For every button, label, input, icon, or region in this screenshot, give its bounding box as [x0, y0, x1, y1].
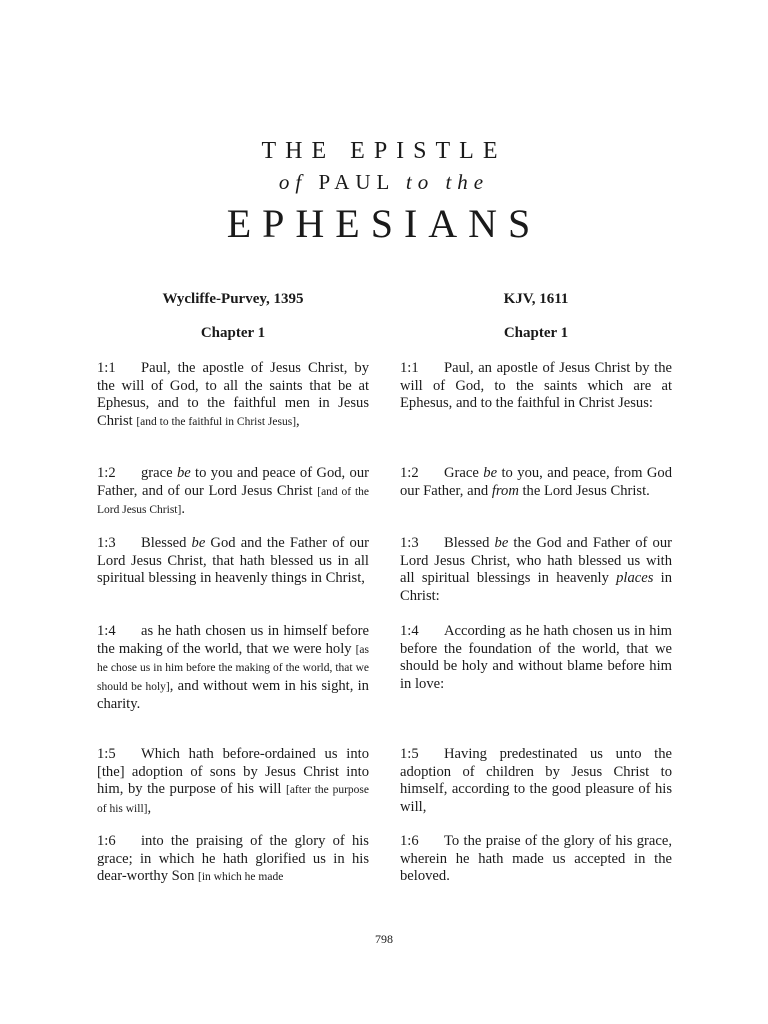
verse-1-4: 1:4 According as he hath chosen us in him before the foundation of the world, that we should be holy and without blame before him in love:: [400, 623, 672, 692]
title-ephesians: EPHESIANS: [226, 201, 542, 246]
verse-number: 1:4: [97, 623, 116, 639]
kjv-column: [400, 288, 673, 885]
verse-number: 1:3: [400, 535, 419, 551]
verse-note: [and of the Lord Jesus Christ]: [97, 485, 369, 517]
verse-1-2: 1:2 Grace be to you, and peace, from God our Father, and from the Lord Jesus Christ.: [400, 465, 672, 499]
verse-number: 1:6: [400, 833, 419, 849]
verse-1-5: 1:5 Having predestinated us unto the adoption of children by Jesus Christ to himself, according to the good pleasure of his will,: [400, 746, 672, 815]
title-paul: PAUL: [318, 170, 395, 194]
title-line-1: THE EPISTLE: [261, 138, 507, 164]
wycliffe-column: [97, 288, 369, 885]
verse-number: 1:2: [400, 465, 419, 481]
verse-note: [after the purpose of his will]: [97, 784, 369, 815]
verse-1-4: 1:4 as he hath chosen us in himself before the making of the world, that we were holy [as he chose us in him before the making of the world, that we should be holy], and without wem in his sight, in charity.: [97, 623, 369, 713]
verse-1-1: 1:1 Paul, an apostle of Jesus Christ by the will of God, to the saints which are at Ephesus, and to the faithful in Christ Jesus:: [400, 360, 672, 412]
verse-number: 1:3: [97, 535, 116, 551]
title-of: of: [278, 170, 308, 194]
verse-1-6: 1:6 To the praise of the glory of his grace, wherein he hath made us accepted in the beloved.: [400, 833, 672, 885]
verse-1-3: 1:3 Blessed be God and the Father of our Lord Jesus Christ, that hath blessed us in all spiritual blessing in heavenly things in Christ,: [97, 535, 369, 587]
page-number: 798: [375, 932, 393, 946]
verse-number: 1:1: [97, 360, 116, 376]
title-to-the: to the: [405, 170, 490, 194]
verse-number: 1:5: [97, 746, 116, 762]
verse-1-1: 1:1 Paul, the apostle of Jesus Christ, by the will of God, to all the saints that be at Ephesus, and to the faithful men in Jesus Christ [and to the faithful in Christ Jesus],: [97, 360, 369, 429]
verse-1-5: 1:5 Which hath before-ordained us into [the] adoption of sons by Jesus Christ into him, by the purpose of his will [after the purpose of his will],: [97, 746, 369, 816]
verse-1-3: 1:3 Blessed be the God and Father of our Lord Jesus Christ, who hath blessed us with all spiritual blessings in heavenly places in Christ:: [400, 535, 673, 604]
verse-note: [and to the faithful in Christ Jesus]: [136, 415, 297, 428]
verse-number: 1:4: [400, 623, 419, 639]
verse-note: [as he chose us in him before the making of the world, that we should be holy]: [97, 643, 369, 693]
verse-note: [in which he made: [198, 871, 284, 884]
verse-1-2: 1:2 grace be to you and peace of God, our Father, and of our Lord Jesus Christ [and of the Lord Jesus Christ].: [97, 465, 369, 518]
verse-number: 1:1: [400, 360, 419, 376]
chapter-heading: Chapter 1: [200, 325, 266, 341]
verse-number: 1:5: [400, 746, 419, 762]
column-header: KJV, 1611: [503, 291, 569, 307]
verse-number: 1:2: [97, 465, 116, 481]
verse-1-6: 1:6 into the praising of the glory of his grace; in which he hath glorified us in his dear-worthy Son [in which he made: [97, 833, 369, 885]
verse-number: 1:6: [97, 833, 116, 849]
column-header: Wycliffe-Purvey, 1395: [162, 291, 304, 307]
title-line-2: [0, 170, 768, 195]
chapter-heading: Chapter 1: [503, 325, 569, 341]
